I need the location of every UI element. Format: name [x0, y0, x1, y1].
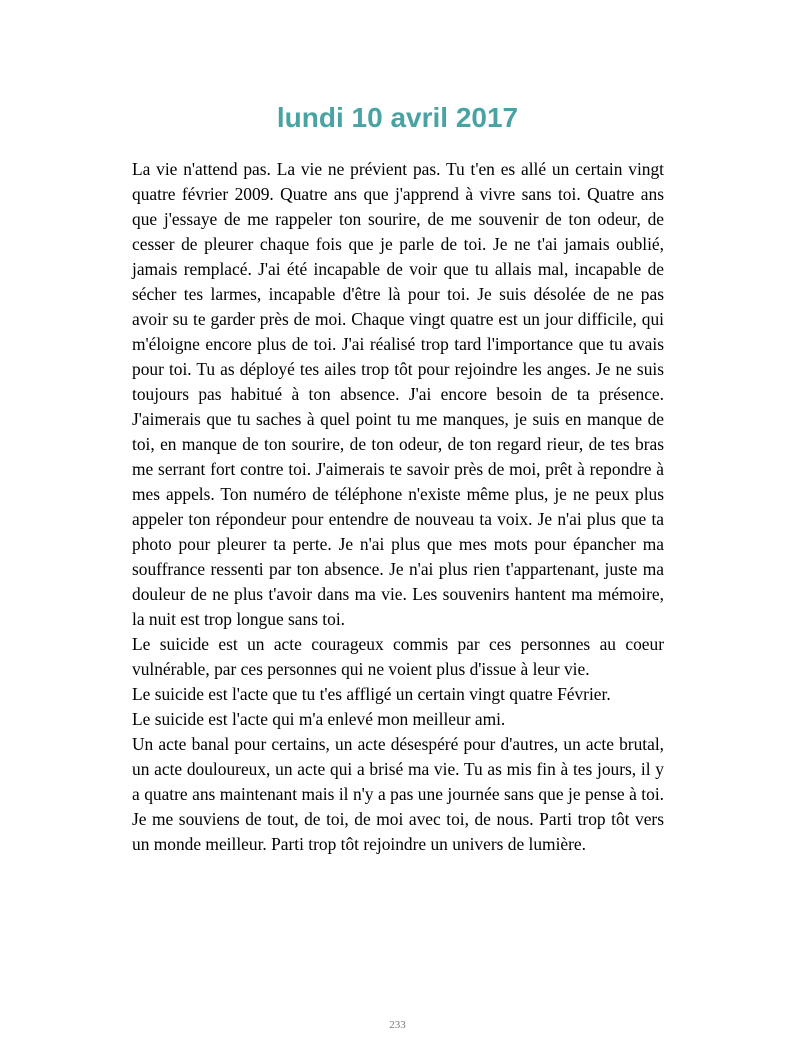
paragraph: Le suicide est un acte courageux commis par ces personnes au coeur vulnérable, par ces personnes qui ne voient plus d'issue à leur vie. [132, 634, 664, 679]
paragraph: La vie n'attend pas. La vie ne prévient pas. Tu t'en es allé un certain vingt quatre février 2009. Quatre ans que j'apprend à vivre sans toi. Quatre ans que j'essaye de me rappeler ton sourire, de me souvenir de ton odeur, de cesser de pleurer chaque fois que je parle de toi. Je ne t'ai jamais oublié, jamais remplacé. J'ai été incapable de voir que tu allais mal, incapable de sécher tes larmes, incapable d'être là pour toi. Je suis désolée de ne pas avoir su te garder près de moi. Chaque vingt quatre est un jour difficile, qui m'éloigne encore plus de toi. J'ai réalisé trop tard l'importance que tu avais pour toi. Tu as déployé tes ailes trop tôt pour rejoindre les anges. Je ne suis toujours pas habitué à ton absence. J'ai encore besoin de ta présence. J'aimerais que tu saches à quel point tu me manques, je suis en manque de toi, en manque de ton sourire, de ton odeur, de ton regard rieur, de tes bras me serrant fort contre toi. J'aimerais te savoir près de moi, prêt à repondre à mes appels. Ton numéro de téléphone n'existe même plus, je ne peux plus appeler ton répondeur pour entendre de nouveau ta voix. Je n'ai plus que ta photo pour pleurer ta perte. Je n'ai plus que mes mots pour épancher ma souffrance ressenti par ton absence. Je n'ai plus rien t'appartenant, juste ma douleur de ne plus t'avoir dans ma vie. Les souvenirs hantent ma mémoire, la nuit est trop longue sans toi. [132, 159, 664, 629]
post-body [132, 157, 664, 857]
post-title: lundi 10 avril 2017 [276, 102, 519, 133]
paragraph: Le suicide est l'acte que tu t'es affligé un certain vingt quatre Février. [132, 684, 611, 704]
paragraph: Un acte banal pour certains, un acte désespéré pour d'autres, un acte brutal, un acte douloureux, un acte qui a brisé ma vie. Tu as mis fin à tes jours, il y a quatre ans maintenant mais il n'y a pas une journée sans que je pense à toi. Je me souviens de tout, de toi, de moi avec toi, de nous. Parti trop tôt vers un monde meilleur. Parti trop tôt rejoindre un univers de lumière. [132, 734, 664, 854]
paragraph: Le suicide est l'acte qui m'a enlevé mon meilleur ami. [132, 709, 506, 729]
page-number: 233 [389, 1019, 406, 1031]
